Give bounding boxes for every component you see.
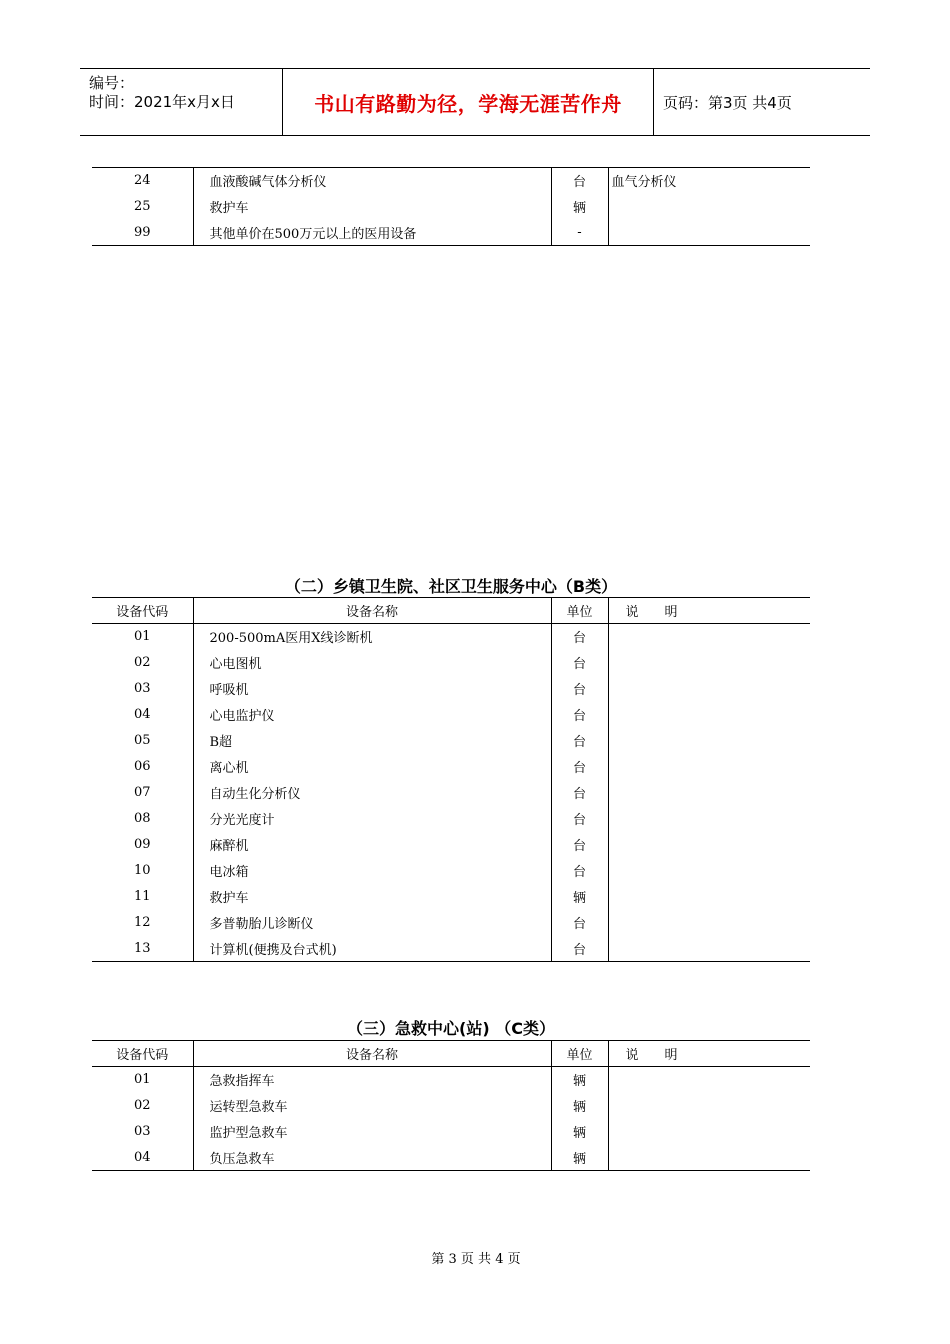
equipment-description	[608, 884, 810, 910]
equipment-unit: 台	[551, 624, 608, 650]
header-motto: 书山有路勤为径，学海无涯苦作舟	[314, 91, 622, 116]
equipment-description	[608, 1145, 810, 1171]
equipment-code: 02	[133, 655, 151, 670]
document-time-label: 时间：2021年x月x日	[89, 93, 235, 111]
table-row	[92, 1145, 810, 1171]
equipment-code: 24	[133, 173, 151, 189]
equipment-name: 呼吸机	[193, 676, 551, 702]
equipment-description	[608, 910, 810, 936]
equipment-unit: 台	[551, 168, 608, 194]
equipment-unit: -	[551, 220, 608, 246]
equipment-unit: 台	[551, 754, 608, 780]
equipment-code: 02	[133, 1098, 151, 1113]
equipment-name: 心电监护仪	[193, 702, 551, 728]
equipment-name: 分光光度计	[193, 806, 551, 832]
page-header	[80, 68, 870, 136]
table-c-body	[92, 1067, 810, 1171]
table-row	[92, 832, 810, 858]
equipment-code: 01	[133, 1072, 151, 1088]
table-header-row	[92, 1041, 810, 1067]
column-header-code: 设备代码	[92, 1041, 193, 1067]
equipment-unit: 辆	[551, 884, 608, 910]
header-motto-cell	[282, 69, 654, 135]
equipment-code: 07	[133, 785, 151, 800]
table-b-body	[92, 624, 810, 962]
equipment-name: 多普勒胎儿诊断仪	[193, 910, 551, 936]
table-row	[92, 1093, 810, 1119]
table-row	[92, 624, 810, 650]
equipment-description	[608, 676, 810, 702]
equipment-name: 离心机	[193, 754, 551, 780]
equipment-code: 25	[133, 199, 151, 214]
equipment-name: 救护车	[193, 884, 551, 910]
table-row	[92, 1119, 810, 1145]
equipment-description	[608, 650, 810, 676]
equipment-code: 99	[133, 224, 151, 240]
equipment-description	[608, 1119, 810, 1145]
equipment-description	[608, 1093, 810, 1119]
table-header-row	[92, 598, 810, 624]
equipment-code: 13	[133, 940, 151, 956]
equipment-description	[608, 858, 810, 884]
column-header-code: 设备代码	[92, 598, 193, 624]
equipment-unit: 台	[551, 676, 608, 702]
equipment-name: 血液酸碱气体分析仪	[193, 168, 551, 194]
equipment-description	[608, 806, 810, 832]
equipment-name: 200-500mA医用X线诊断机	[193, 624, 551, 650]
table-row	[92, 910, 810, 936]
equipment-unit: 辆	[551, 1119, 608, 1145]
column-header-unit: 单位	[551, 598, 608, 624]
equipment-description	[608, 194, 810, 220]
page-footer: 第 3 页 共 4 页	[431, 1252, 521, 1267]
equipment-description	[608, 728, 810, 754]
equipment-description	[608, 936, 810, 962]
equipment-description	[608, 220, 810, 246]
table-row	[92, 884, 810, 910]
equipment-unit: 台	[551, 858, 608, 884]
table-row	[92, 220, 810, 246]
equipment-unit: 台	[551, 832, 608, 858]
table-row	[92, 650, 810, 676]
equipment-name: 其他单价在500万元以上的医用设备	[193, 220, 551, 246]
equipment-unit: 辆	[551, 1093, 608, 1119]
table-row	[92, 806, 810, 832]
table-row	[92, 702, 810, 728]
table-row	[92, 728, 810, 754]
column-header-name: 设备名称	[193, 1041, 551, 1067]
table-row	[92, 858, 810, 884]
equipment-description	[608, 832, 810, 858]
equipment-code: 03	[133, 1124, 151, 1139]
equipment-name: 心电图机	[193, 650, 551, 676]
header-page-label: 页码：第3页 共4页	[663, 93, 792, 112]
equipment-unit: 台	[551, 780, 608, 806]
equipment-code: 05	[133, 733, 151, 748]
equipment-unit: 台	[551, 728, 608, 754]
equipment-unit: 台	[551, 806, 608, 832]
equipment-code: 11	[133, 889, 151, 904]
equipment-unit: 辆	[551, 1145, 608, 1171]
equipment-name: 计算机(便携及台式机)	[193, 936, 551, 962]
equipment-code: 01	[133, 629, 151, 645]
equipment-name: 急救指挥车	[193, 1067, 551, 1093]
equipment-name: 运转型急救车	[193, 1093, 551, 1119]
equipment-unit: 台	[551, 702, 608, 728]
equipment-code: 09	[133, 837, 151, 852]
table-row	[92, 676, 810, 702]
equipment-unit: 台	[551, 910, 608, 936]
equipment-description	[608, 754, 810, 780]
equipment-description	[608, 1067, 810, 1093]
equipment-code: 08	[133, 811, 151, 826]
equipment-name: 救护车	[193, 194, 551, 220]
equipment-code: 10	[133, 863, 151, 878]
equipment-description: 血气分析仪	[608, 168, 810, 194]
equipment-name: 电冰箱	[193, 858, 551, 884]
equipment-name: 监护型急救车	[193, 1119, 551, 1145]
equipment-name: 麻醉机	[193, 832, 551, 858]
column-header-unit: 单位	[551, 1041, 608, 1067]
equipment-unit: 台	[551, 936, 608, 962]
column-header-description: 说 明	[608, 1041, 810, 1067]
equipment-description	[608, 624, 810, 650]
equipment-code: 04	[133, 1149, 151, 1165]
column-header-name: 设备名称	[193, 598, 551, 624]
table-row	[92, 780, 810, 806]
section-c-title: （三）急救中心(站) （C类）	[347, 1019, 555, 1038]
equipment-table-b	[92, 597, 810, 962]
equipment-name: 负压急救车	[193, 1145, 551, 1171]
equipment-unit: 辆	[551, 1067, 608, 1093]
equipment-code: 06	[133, 759, 151, 774]
header-meta	[80, 69, 282, 135]
equipment-description	[608, 702, 810, 728]
table-row	[92, 936, 810, 962]
equipment-code: 12	[133, 915, 151, 930]
equipment-table-c	[92, 1040, 810, 1171]
document-number-label: 编号：	[89, 74, 135, 92]
table-row	[92, 194, 810, 220]
equipment-description	[608, 780, 810, 806]
equipment-code: 04	[133, 707, 151, 722]
equipment-unit: 辆	[551, 194, 608, 220]
section-b-title: （二）乡镇卫生院、社区卫生服务中心（B类）	[284, 577, 618, 596]
equipment-name: 自动生化分析仪	[193, 780, 551, 806]
header-page-cell	[654, 69, 870, 135]
column-header-description: 说 明	[608, 598, 810, 624]
equipment-unit: 台	[551, 650, 608, 676]
equipment-table-a-continued	[92, 167, 810, 246]
equipment-code: 03	[133, 681, 151, 696]
table-row	[92, 168, 810, 194]
equipment-name: B超	[193, 728, 551, 754]
table-row	[92, 754, 810, 780]
table-row	[92, 1067, 810, 1093]
